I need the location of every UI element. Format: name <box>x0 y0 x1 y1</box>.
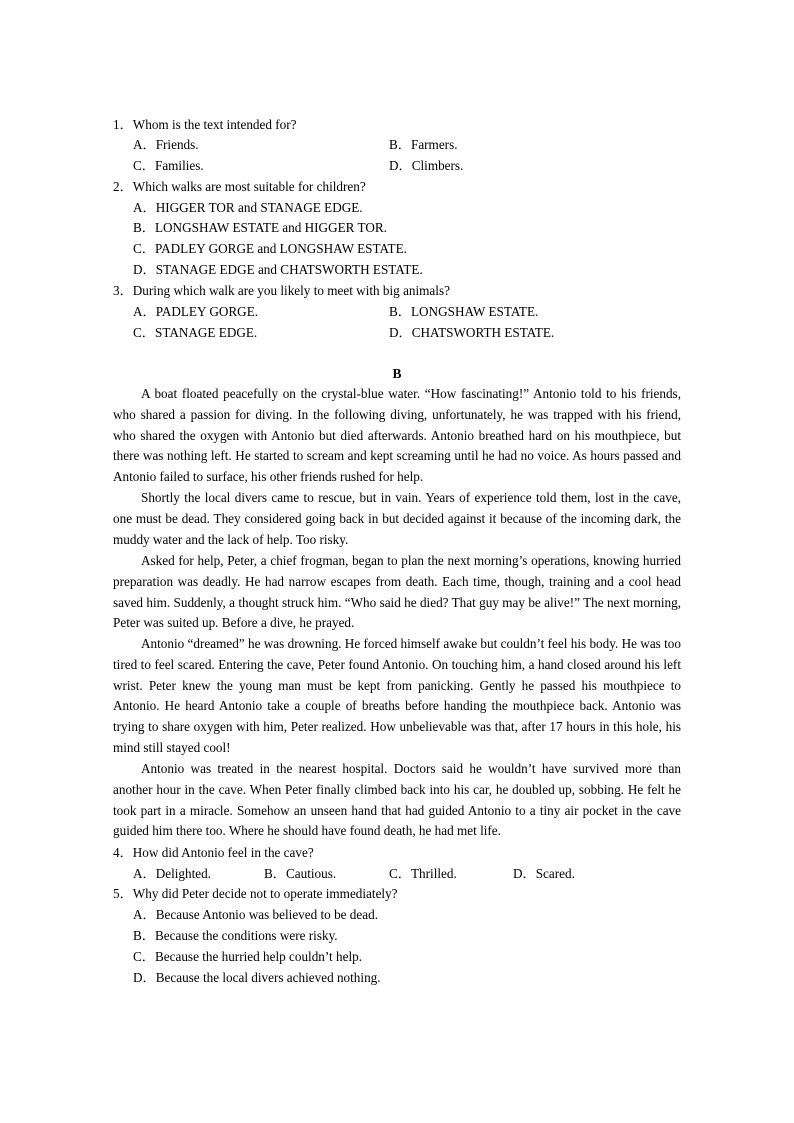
passage-paragraph-4: Antonio “dreamed” he was drowning. He forced himself awake but couldn’t feel his body. He was too tired to feel scared. Entering the cave, Peter found Antonio. On touching him, a hand closed around his left wrist. Peter knew the young man must be kept from panicking. Gently he passed his mouthpiece to Antonio. He heard Antonio take a couple of breaths before handing the mouthpiece back. Antonio was trying to share oxygen with him, Peter realized. How unbelievable was that, after 17 hours in this hole, his mind still stayed cool! <box>113 636 681 755</box>
q1-stem: 1．Whom is the text intended for? <box>113 117 297 132</box>
q4-stem: 4．How did Antonio feel in the cave? <box>113 845 314 860</box>
q4-option-c: C．Thrilled. <box>389 866 457 881</box>
q1-option-a: A．Friends. <box>133 137 199 152</box>
passage-paragraph-2: Shortly the local divers came to rescue, but in vain. Years of experience told them, lost in the cave, one must be dead. They considered going back in but decided against it because of the incoming dark, the muddy water and the lack of help. Too risky. <box>113 490 681 547</box>
passage-paragraph-3: Asked for help, Peter, a chief frogman, began to plan the next morning’s operations, knowing hurried preparation was deadly. He had narrow escapes from death. Each time, though, training and a cool head saved him. Suddenly, a thought struck him. “Who said he died? That guy may be alive!” The next morning, Peter was suited up. Before a dive, he prayed. <box>113 553 681 631</box>
passage-paragraph-5: Antonio was treated in the nearest hospital. Doctors said he wouldn’t have survived more than another hour in the cave. When Peter finally climbed back into his car, he doubled up, sobbing. He felt he took part in a miracle. Somehow an unseen hand that had guided Antonio to a tiny air pocket in the cave guided him there too. Where he should have found death, he had met life. <box>113 761 681 839</box>
q2-option-c: C．PADLEY GORGE and LONGSHAW ESTATE. <box>133 241 407 256</box>
q4-option-b: B．Cautious. <box>264 866 337 881</box>
q5-option-d: D．Because the local divers achieved nothing. <box>133 970 381 985</box>
q4-option-a: A．Delighted. <box>133 866 212 881</box>
q5-option-a: A．Because Antonio was believed to be dead. <box>133 907 378 922</box>
q5-option-c: C．Because the hurried help couldn’t help. <box>133 949 363 964</box>
q3-option-d: D．CHATSWORTH ESTATE. <box>389 325 555 340</box>
q3-option-a: A．PADLEY GORGE. <box>133 304 259 319</box>
q1-option-d: D．Climbers. <box>389 158 464 173</box>
passage-paragraph-1: A boat floated peacefully on the crystal-blue water. “How fascinating!” Antonio told to his friends, who shared a passion for diving. In the following diving, unfortunately, he was trapped with his friend, who shared the oxygen with Antonio but died afterwards. Antonio breathed hard on his mouthpiece, but there was nothing left. He started to scream and kept screaming until he had no voice. As hours passed and Antonio failed to surface, his other friends rushed for help. <box>113 386 681 485</box>
q3-option-c: C．STANAGE EDGE. <box>133 325 258 340</box>
q2-option-a: A．HIGGER TOR and STANAGE EDGE. <box>133 200 363 215</box>
q5-option-b: B．Because the conditions were risky. <box>133 928 338 943</box>
q1-option-c: C．Families. <box>133 158 204 173</box>
q1-option-b: B．Farmers. <box>389 137 458 152</box>
q3-option-b: B．LONGSHAW ESTATE. <box>389 304 539 319</box>
q4-option-d: D．Scared. <box>513 866 575 881</box>
q2-stem: 2．Which walks are most suitable for children? <box>113 179 366 194</box>
q2-option-b: B．LONGSHAW ESTATE and HIGGER TOR. <box>133 220 387 235</box>
q3-stem: 3．During which walk are you likely to meet with big animals? <box>113 283 450 298</box>
section-b-heading: B <box>392 366 402 381</box>
q2-option-d: D．STANAGE EDGE and CHATSWORTH ESTATE. <box>133 262 423 277</box>
q5-stem: 5．Why did Peter decide not to operate immediately? <box>113 886 398 901</box>
